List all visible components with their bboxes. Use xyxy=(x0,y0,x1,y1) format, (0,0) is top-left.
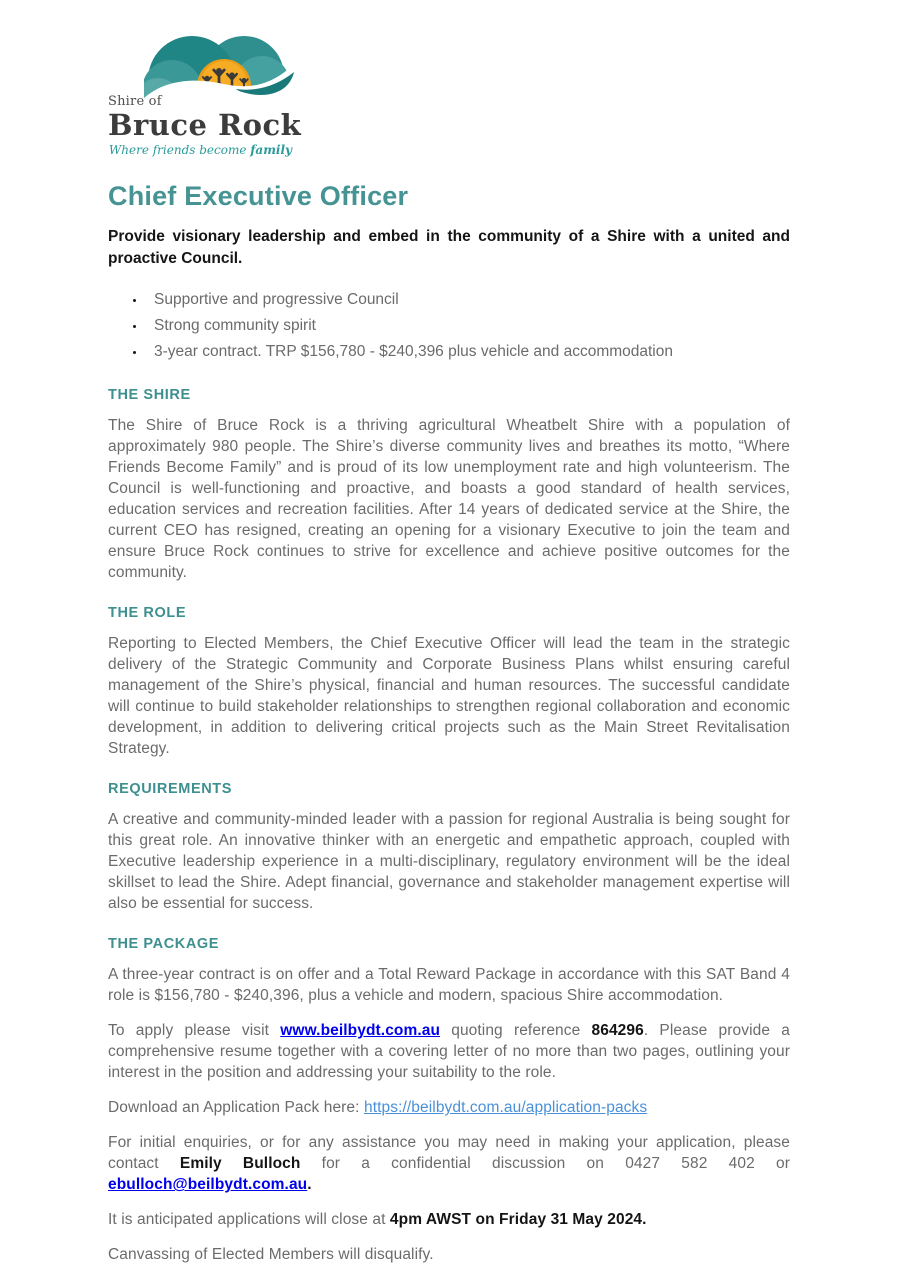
tagline-regular: Where friends become xyxy=(108,143,251,158)
tagline-bold: family xyxy=(250,143,292,158)
section-body-the-shire: The Shire of Bruce Rock is a thriving agricultural Wheatbelt Shire with a population of approximately 980 people. The Shire’s diverse community lives and breathes its motto, “Where Friends Become Family” and is proud of its low unemployment rate and high volunteerism. The Council is well-functioning and proactive, and boasts a good standard of health services, education services and recreation facilities. After 14 years of dedicated service at the Shire, the current CEO has resigned, creating an opening for a visionary Executive to join the team and ensure Bruce Rock continues to strive for excellence and achieve positive outcomes for the community. xyxy=(108,417,790,582)
apply-text: To apply please visit xyxy=(108,1022,281,1040)
closing-date-paragraph xyxy=(108,1209,790,1230)
list-item: • 3-year contract. TRP $156,780 - $240,396 plus vehicle and accommodation xyxy=(146,339,790,365)
highlights-list xyxy=(108,287,790,365)
application-pack-link[interactable]: https://beilbydt.com.au/application-packs xyxy=(363,1099,648,1117)
section-heading-the-package: THE PACKAGE xyxy=(108,936,220,953)
logo-tagline xyxy=(108,143,294,157)
logo-name: Bruce Rock xyxy=(108,108,302,142)
apply-website-link[interactable]: www.beilbydt.com.au xyxy=(280,1022,441,1040)
download-label: Download an Application Pack here: xyxy=(108,1099,364,1117)
enquiries-text: for a confidential discussion on 0427 582 402 or xyxy=(300,1155,790,1173)
shire-logo xyxy=(108,28,302,158)
canvassing-note: Canvassing of Elected Members will disqualify. xyxy=(108,1246,434,1264)
reference-number: 864296 xyxy=(591,1022,644,1040)
intro-text: Provide visionary leadership and embed in the community of a Shire with a united and proactive Council. xyxy=(108,228,790,267)
apply-text: quoting reference xyxy=(440,1022,592,1040)
apply-text: . Please provide a comprehensive resume together with a covering letter of no more than two pages, outlining your interest in the position and addressing your suitability to the role. xyxy=(108,1022,790,1082)
enquiries-text: For initial enquiries, or for any assistance you may need in making your application, please contact xyxy=(108,1134,790,1173)
apply-paragraph xyxy=(108,1020,790,1083)
contact-name: Emily Bulloch xyxy=(179,1155,301,1173)
section-heading-the-role: THE ROLE xyxy=(108,605,187,622)
closing-date: 4pm AWST on Friday 31 May 2024. xyxy=(389,1211,647,1229)
section-body-requirements: A creative and community-minded leader with a passion for regional Australia is being sought for this great role. An innovative thinker with an energetic and empathetic approach, coupled with Executive leadership experience in a multi-disciplinary, regulatory environment will be the ideal skillset to lead the Shire. Adept financial, governance and stakeholder management expertise will also be essential for success. xyxy=(108,811,790,913)
enquiries-paragraph xyxy=(108,1132,790,1195)
logo-shire-of: Shire of xyxy=(108,94,162,109)
list-item: • Strong community spirit xyxy=(146,313,790,339)
section-heading-requirements: REQUIREMENTS xyxy=(108,781,233,798)
section-body-the-package: A three-year contract is on offer and a Total Reward Package in accordance with this SAT Band 4 role is $156,780 - $240,396, plus a vehicle and modern, spacious Shire accommodation. xyxy=(108,966,790,1005)
section-heading-the-shire: THE SHIRE xyxy=(108,387,191,404)
enquiries-text: . xyxy=(307,1176,312,1194)
section-body-the-role: Reporting to Elected Members, the Chief Executive Officer will lead the team in the strategic delivery of the Strategic Community and Corporate Business Plans whilst ensuring careful management of the Shire’s physical, financial and human resources. The successful candidate will continue to build stakeholder relationships to strengthen regional collaboration and economic development, in addition to delivering critical projects such as the Main Street Revitalisation Strategy. xyxy=(108,635,790,758)
closing-text: It is anticipated applications will close at xyxy=(108,1211,390,1229)
page-title: Chief Executive Officer xyxy=(108,181,409,212)
contact-email-link[interactable]: ebulloch@beilbydt.com.au xyxy=(108,1176,308,1194)
download-paragraph xyxy=(108,1097,790,1118)
list-item: • Supportive and progressive Council xyxy=(146,287,790,313)
shire-logo-emblem-icon xyxy=(144,28,294,100)
